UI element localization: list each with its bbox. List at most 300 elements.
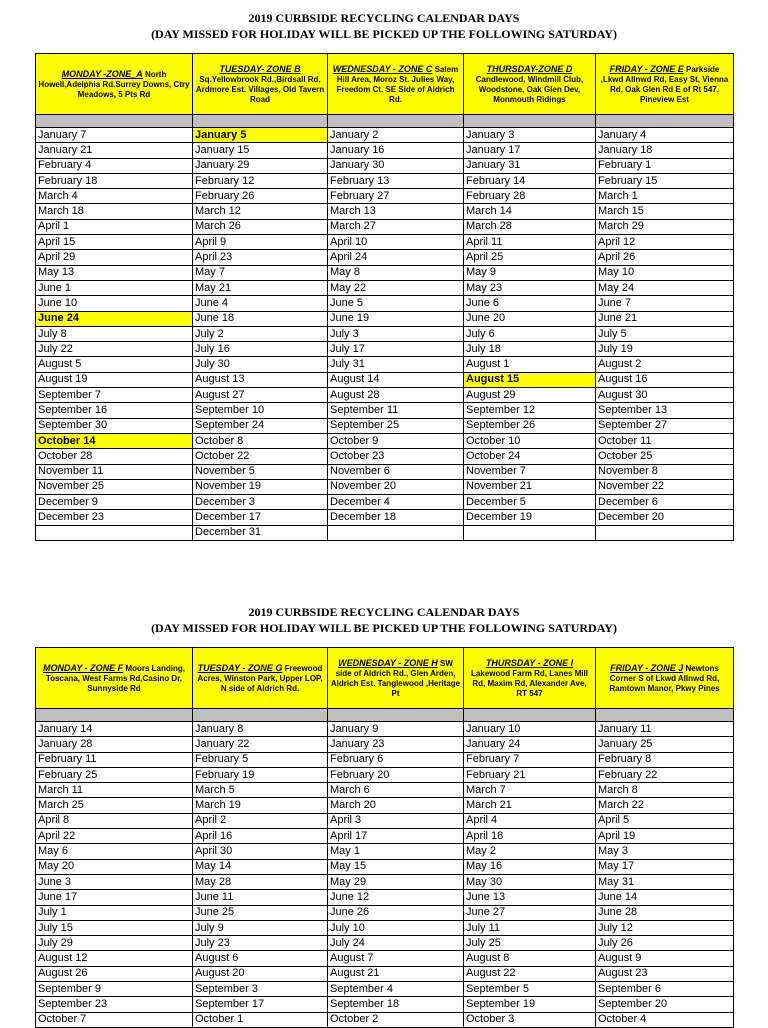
- date-cell: June 20: [464, 311, 596, 326]
- separator-cell: [328, 115, 464, 128]
- date-cell: July 18: [464, 342, 596, 357]
- zone-header-cell: [193, 648, 328, 709]
- zone-description: Salem Hill Area, Moroz St. Julies Way, Freedom Ct. SE Side of Aldrich Rd.: [336, 64, 459, 104]
- date-cell: January 30: [328, 158, 464, 173]
- separator-cell: [193, 709, 328, 722]
- date-cell: January 23: [328, 737, 464, 752]
- date-cell: October 1: [193, 1012, 328, 1027]
- date-cell: October 28: [36, 449, 193, 464]
- date-cell: March 21: [464, 798, 596, 813]
- date-cell: October 9: [328, 433, 464, 448]
- date-cell: December 20: [596, 510, 734, 525]
- date-cell: September 11: [328, 403, 464, 418]
- date-cell: May 14: [193, 859, 328, 874]
- date-cell: January 25: [596, 737, 734, 752]
- date-cell: July 30: [193, 357, 328, 372]
- date-cell: June 13: [464, 890, 596, 905]
- table-row: [36, 813, 734, 828]
- date-cell: September 30: [36, 418, 193, 433]
- table-row: [36, 433, 734, 448]
- date-cell: February 27: [328, 189, 464, 204]
- zone-header-cell: [596, 54, 734, 115]
- date-cell: April 29: [36, 250, 193, 265]
- table-row: [36, 783, 734, 798]
- date-cell: July 3: [328, 326, 464, 341]
- holiday-note: (DAY MISSED FOR HOLIDAY WILL BE PICKED UP THE FOLLOWING SATURDAY): [151, 27, 617, 41]
- zone-header-cell: [36, 648, 193, 709]
- date-cell: January 14: [36, 722, 193, 737]
- date-cell: May 10: [596, 265, 734, 280]
- date-cell: April 19: [596, 829, 734, 844]
- zone-name: WEDNESDAY - ZONE C: [332, 63, 433, 74]
- date-cell: September 4: [328, 982, 464, 997]
- zone-name: FRIDAY - ZONE E: [609, 63, 684, 74]
- zone-description: Lakewood Farm Rd, Lanes Mill Rd, Maxim Rd, Alexander Ave, RT 547: [471, 668, 588, 698]
- date-cell: July 31: [328, 357, 464, 372]
- date-cell: December 9: [36, 495, 193, 510]
- date-cell: May 24: [596, 280, 734, 295]
- date-cell: May 29: [328, 874, 464, 889]
- zone-name: TUESDAY- ZONE B: [219, 63, 301, 74]
- date-cell: September 24: [193, 418, 328, 433]
- date-cell: December 3: [193, 495, 328, 510]
- table-row: [36, 966, 734, 981]
- date-cell: January 16: [328, 143, 464, 158]
- table-row: [36, 798, 734, 813]
- date-cell: April 2: [193, 813, 328, 828]
- date-cell: October 4: [596, 1012, 734, 1027]
- date-cell: February 15: [596, 173, 734, 188]
- date-cell: March 12: [193, 204, 328, 219]
- date-cell: November 6: [328, 464, 464, 479]
- date-cell: April 9: [193, 235, 328, 250]
- date-cell: November 7: [464, 464, 596, 479]
- table-row: [36, 920, 734, 935]
- date-cell: April 17: [328, 829, 464, 844]
- date-cell: May 20: [36, 859, 193, 874]
- date-cell: November 11: [36, 464, 193, 479]
- date-cell: February 13: [328, 173, 464, 188]
- date-cell: July 11: [464, 920, 596, 935]
- date-cell: September 5: [464, 982, 596, 997]
- date-cell: August 20: [193, 966, 328, 981]
- date-cell: February 14: [464, 173, 596, 188]
- date-cell: July 9: [193, 920, 328, 935]
- table-row: [36, 311, 734, 326]
- date-cell: August 30: [596, 388, 734, 403]
- date-cell: November 22: [596, 479, 734, 494]
- date-cell: July 19: [596, 342, 734, 357]
- date-cell: May 28: [193, 874, 328, 889]
- holiday-date-cell: January 5: [193, 128, 328, 143]
- table-row: [36, 250, 734, 265]
- separator-band: [36, 709, 734, 722]
- table-row: [36, 829, 734, 844]
- date-cell: June 11: [193, 890, 328, 905]
- table-row: [36, 219, 734, 234]
- date-cell: December 18: [328, 510, 464, 525]
- zone-name: FRIDAY - ZONE J: [610, 662, 684, 673]
- date-cell: March 13: [328, 204, 464, 219]
- table-row: [36, 464, 734, 479]
- date-cell: June 17: [36, 890, 193, 905]
- date-cell: January 31: [464, 158, 596, 173]
- date-cell: June 14: [596, 890, 734, 905]
- date-cell: January 8: [193, 722, 328, 737]
- date-cell: June 25: [193, 905, 328, 920]
- date-cell: March 14: [464, 204, 596, 219]
- separator-cell: [596, 709, 734, 722]
- date-cell: October 23: [328, 449, 464, 464]
- date-cell: July 5: [596, 326, 734, 341]
- table-row: [36, 158, 734, 173]
- date-cell: July 16: [193, 342, 328, 357]
- zone-header-row: [36, 54, 734, 115]
- zone-header-cell: [328, 648, 464, 709]
- table-row: [36, 342, 734, 357]
- date-cell: May 30: [464, 874, 596, 889]
- zone-description: North Howell,Adelphia Rd.Surrey Downs, Ctry Meadows, 5 Pts Rd: [38, 69, 190, 99]
- date-cell: December 4: [328, 495, 464, 510]
- date-cell: May 7: [193, 265, 328, 280]
- table-row: [36, 1012, 734, 1027]
- date-cell: November 8: [596, 464, 734, 479]
- date-cell: June 12: [328, 890, 464, 905]
- table-row: [36, 388, 734, 403]
- holiday-date-cell: June 24: [36, 311, 193, 326]
- date-cell: August 22: [464, 966, 596, 981]
- date-cell: February 8: [596, 752, 734, 767]
- zone-header-cell: [596, 648, 734, 709]
- date-cell: February 20: [328, 767, 464, 782]
- date-cell: November 5: [193, 464, 328, 479]
- date-cell: February 11: [36, 752, 193, 767]
- date-cell: July 2: [193, 326, 328, 341]
- date-cell: April 22: [36, 829, 193, 844]
- table-row: [36, 722, 734, 737]
- date-cell: November 20: [328, 479, 464, 494]
- date-cell: September 7: [36, 388, 193, 403]
- date-cell: August 27: [193, 388, 328, 403]
- table-row: [36, 372, 734, 387]
- table-row: [36, 874, 734, 889]
- separator-cell: [328, 709, 464, 722]
- date-cell: May 2: [464, 844, 596, 859]
- date-cell: July 25: [464, 936, 596, 951]
- date-cell: May 13: [36, 265, 193, 280]
- date-cell: July 29: [36, 936, 193, 951]
- date-cell: May 16: [464, 859, 596, 874]
- date-cell: January 24: [464, 737, 596, 752]
- date-cell: April 23: [193, 250, 328, 265]
- date-cell: March 1: [596, 189, 734, 204]
- date-cell: October 2: [328, 1012, 464, 1027]
- date-cell: September 13: [596, 403, 734, 418]
- date-cell: October 10: [464, 433, 596, 448]
- date-cell: February 7: [464, 752, 596, 767]
- date-cell: July 24: [328, 936, 464, 951]
- date-cell: September 12: [464, 403, 596, 418]
- zone-header-cell: [328, 54, 464, 115]
- date-cell: October 11: [596, 433, 734, 448]
- date-cell: August 8: [464, 951, 596, 966]
- recycling-calendar-table-2: [35, 647, 734, 1028]
- date-cell: February 25: [36, 767, 193, 782]
- date-cell: January 18: [596, 143, 734, 158]
- date-cell: September 20: [596, 997, 734, 1012]
- date-cell: May 15: [328, 859, 464, 874]
- recycling-calendar-table-1: [35, 53, 734, 541]
- holiday-date-cell: August 15: [464, 372, 596, 387]
- date-cell: July 1: [36, 905, 193, 920]
- date-cell: August 19: [36, 372, 193, 387]
- date-cell: March 26: [193, 219, 328, 234]
- date-cell: August 5: [36, 357, 193, 372]
- date-cell: August 23: [596, 966, 734, 981]
- zone-description: Newtons Corner S of Lkwd Allnwd Rd, Ramtown Manor, Pkwy Pines: [609, 663, 720, 693]
- date-cell: July 22: [36, 342, 193, 357]
- date-cell: February 18: [36, 173, 193, 188]
- table-row: [36, 143, 734, 158]
- table-row: [36, 326, 734, 341]
- date-cell: September 6: [596, 982, 734, 997]
- date-cell: January 15: [193, 143, 328, 158]
- date-cell: November 21: [464, 479, 596, 494]
- date-cell: August 28: [328, 388, 464, 403]
- date-cell: March 20: [328, 798, 464, 813]
- zone-header-cell: [36, 54, 193, 115]
- zone-header-cell: [464, 54, 596, 115]
- date-cell: January 9: [328, 722, 464, 737]
- date-cell: March 5: [193, 783, 328, 798]
- date-cell: February 22: [596, 767, 734, 782]
- date-cell: February 19: [193, 767, 328, 782]
- date-cell: April 3: [328, 813, 464, 828]
- table-row: [36, 403, 734, 418]
- date-cell: [596, 525, 734, 540]
- table-row: [36, 752, 734, 767]
- table-row: [36, 296, 734, 311]
- date-cell: September 27: [596, 418, 734, 433]
- date-cell: February 26: [193, 189, 328, 204]
- date-cell: July 12: [596, 920, 734, 935]
- date-cell: June 28: [596, 905, 734, 920]
- date-cell: December 23: [36, 510, 193, 525]
- date-cell: April 5: [596, 813, 734, 828]
- date-cell: October 25: [596, 449, 734, 464]
- zone-header-cell: [464, 648, 596, 709]
- table-row: [36, 525, 734, 540]
- date-cell: March 29: [596, 219, 734, 234]
- table-row: [36, 128, 734, 143]
- date-cell: January 28: [36, 737, 193, 752]
- date-cell: October 8: [193, 433, 328, 448]
- date-cell: July 23: [193, 936, 328, 951]
- date-cell: April 26: [596, 250, 734, 265]
- date-cell: August 6: [193, 951, 328, 966]
- table-row: [36, 280, 734, 295]
- date-cell: May 3: [596, 844, 734, 859]
- date-cell: August 1: [464, 357, 596, 372]
- table-row: [36, 235, 734, 250]
- date-cell: August 7: [328, 951, 464, 966]
- date-cell: September 18: [328, 997, 464, 1012]
- date-cell: August 29: [464, 388, 596, 403]
- date-cell: August 9: [596, 951, 734, 966]
- zone-header-cell: [193, 54, 328, 115]
- zone-description: SW side of Aldrich Rd., Glen Arden, Aldrich Est. Tanglewood ,Heritage Pt: [330, 658, 461, 698]
- calendar-section-1: [0, 10, 768, 42]
- date-cell: January 4: [596, 128, 734, 143]
- table-row: [36, 905, 734, 920]
- date-cell: April 10: [328, 235, 464, 250]
- date-cell: June 19: [328, 311, 464, 326]
- date-cell: July 6: [464, 326, 596, 341]
- zone-name: MONDAY - ZONE F: [43, 662, 124, 673]
- zone-description: Sq.Yellowbrook Rd.,Birdsall Rd, Ardmore Est. Villages, Old Tavern Road: [195, 74, 325, 104]
- date-cell: June 18: [193, 311, 328, 326]
- date-cell: June 1: [36, 280, 193, 295]
- date-cell: June 5: [328, 296, 464, 311]
- date-cell: September 26: [464, 418, 596, 433]
- date-cell: August 14: [328, 372, 464, 387]
- date-cell: February 1: [596, 158, 734, 173]
- date-cell: April 18: [464, 829, 596, 844]
- date-cell: April 16: [193, 829, 328, 844]
- date-cell: January 2: [328, 128, 464, 143]
- date-cell: January 29: [193, 158, 328, 173]
- zone-description: Candlewood, Windmill Club, Woodstone, Oak Glen Dev, Monmouth Ridings: [475, 74, 584, 104]
- date-cell: January 17: [464, 143, 596, 158]
- date-cell: April 24: [328, 250, 464, 265]
- zone-name: THURSDAY - ZONE I: [485, 657, 574, 668]
- separator-band: [36, 115, 734, 128]
- date-cell: November 25: [36, 479, 193, 494]
- table-row: [36, 357, 734, 372]
- table-row: [36, 936, 734, 951]
- date-cell: December 6: [596, 495, 734, 510]
- date-cell: May 17: [596, 859, 734, 874]
- date-cell: [464, 525, 596, 540]
- separator-cell: [193, 115, 328, 128]
- date-cell: March 19: [193, 798, 328, 813]
- date-cell: August 16: [596, 372, 734, 387]
- date-cell: June 7: [596, 296, 734, 311]
- date-cell: September 19: [464, 997, 596, 1012]
- date-cell: November 19: [193, 479, 328, 494]
- date-cell: May 8: [328, 265, 464, 280]
- separator-cell: [464, 709, 596, 722]
- date-cell: September 9: [36, 982, 193, 997]
- date-cell: August 21: [328, 966, 464, 981]
- date-cell: October 7: [36, 1012, 193, 1027]
- date-cell: February 5: [193, 752, 328, 767]
- date-cell: March 18: [36, 204, 193, 219]
- date-cell: October 22: [193, 449, 328, 464]
- date-cell: April 4: [464, 813, 596, 828]
- table-row: [36, 449, 734, 464]
- date-cell: March 27: [328, 219, 464, 234]
- table-row: [36, 951, 734, 966]
- date-cell: May 31: [596, 874, 734, 889]
- date-cell: September 17: [193, 997, 328, 1012]
- date-cell: February 28: [464, 189, 596, 204]
- date-cell: December 19: [464, 510, 596, 525]
- date-cell: July 26: [596, 936, 734, 951]
- table-row: [36, 859, 734, 874]
- calendar-section-2: [0, 604, 768, 636]
- date-cell: July 15: [36, 920, 193, 935]
- table-row: [36, 189, 734, 204]
- table-row: [36, 510, 734, 525]
- date-cell: April 8: [36, 813, 193, 828]
- zone-description: Moors Landing, Toscana, West Farms Rd,Casino Dr. Sunnyside Rd: [45, 663, 185, 693]
- date-cell: July 8: [36, 326, 193, 341]
- separator-cell: [36, 115, 193, 128]
- zone-name: THURSDAY-ZONE D: [486, 63, 573, 74]
- date-cell: April 25: [464, 250, 596, 265]
- date-cell: August 13: [193, 372, 328, 387]
- zone-name: TUESDAY - ZONE G: [197, 662, 283, 673]
- holiday-date-cell: October 14: [36, 433, 193, 448]
- date-cell: June 6: [464, 296, 596, 311]
- table-row: [36, 479, 734, 494]
- separator-cell: [36, 709, 193, 722]
- date-cell: [328, 525, 464, 540]
- date-cell: August 12: [36, 951, 193, 966]
- table-row: [36, 997, 734, 1012]
- table-row: [36, 982, 734, 997]
- date-cell: April 1: [36, 219, 193, 234]
- date-cell: March 4: [36, 189, 193, 204]
- date-cell: April 12: [596, 235, 734, 250]
- date-cell: August 2: [596, 357, 734, 372]
- date-cell: August 26: [36, 966, 193, 981]
- date-cell: February 21: [464, 767, 596, 782]
- document-title: 2019 CURBSIDE RECYCLING CALENDAR DAYS: [248, 11, 520, 25]
- date-cell: January 3: [464, 128, 596, 143]
- date-cell: July 10: [328, 920, 464, 935]
- zone-description: Parkside ,Lkwd Allnwd Rd, Easy St, Vienna Rd, Oak Glen Rd E of Rt 547, Pineview Est: [600, 64, 729, 104]
- date-cell: April 15: [36, 235, 193, 250]
- date-cell: July 17: [328, 342, 464, 357]
- date-cell: October 24: [464, 449, 596, 464]
- date-cell: May 9: [464, 265, 596, 280]
- table-row: [36, 767, 734, 782]
- date-cell: March 22: [596, 798, 734, 813]
- date-cell: January 7: [36, 128, 193, 143]
- date-cell: September 10: [193, 403, 328, 418]
- date-cell: January 11: [596, 722, 734, 737]
- table-row: [36, 495, 734, 510]
- zone-name: MONDAY -ZONE_A: [61, 68, 143, 79]
- date-cell: June 21: [596, 311, 734, 326]
- zone-description: Freewood Acres, Winston Park, Upper LOP, N side of Aldrich Rd.: [197, 663, 323, 693]
- date-cell: October 3: [464, 1012, 596, 1027]
- date-cell: February 12: [193, 173, 328, 188]
- date-cell: June 4: [193, 296, 328, 311]
- date-cell: [36, 525, 193, 540]
- date-cell: March 28: [464, 219, 596, 234]
- date-cell: January 21: [36, 143, 193, 158]
- date-cell: June 26: [328, 905, 464, 920]
- date-cell: February 6: [328, 752, 464, 767]
- date-cell: April 30: [193, 844, 328, 859]
- holiday-note: (DAY MISSED FOR HOLIDAY WILL BE PICKED UP THE FOLLOWING SATURDAY): [151, 621, 617, 635]
- date-cell: March 11: [36, 783, 193, 798]
- document-title: 2019 CURBSIDE RECYCLING CALENDAR DAYS: [248, 605, 520, 619]
- separator-cell: [596, 115, 734, 128]
